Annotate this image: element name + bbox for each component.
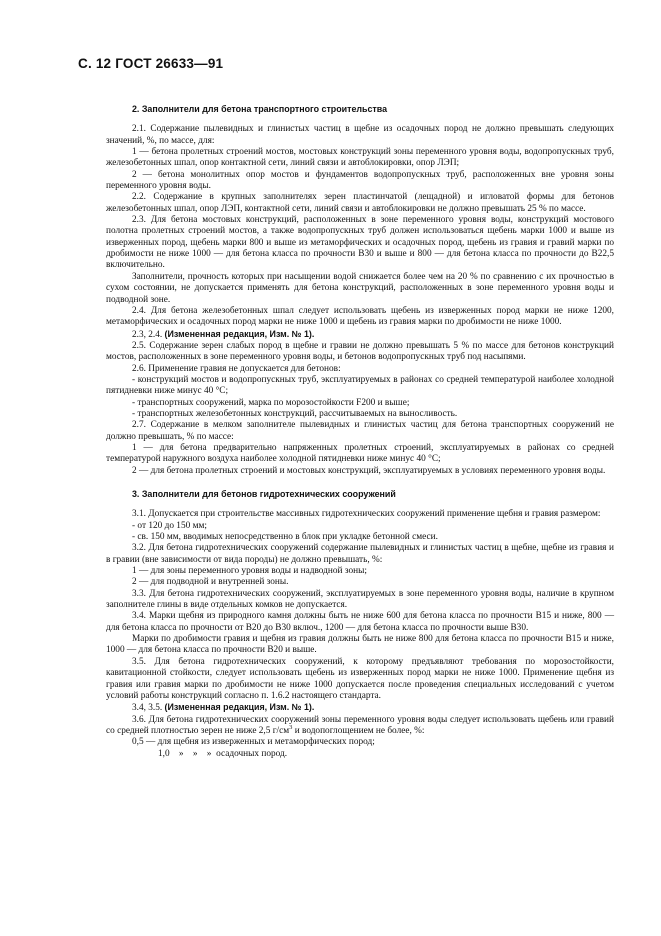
paragraph-2-7-item-2: 2 — для бетона пролетных строений и мостовых конструкций, эксплуатируемых в условиях переменного уровня воды. bbox=[132, 465, 606, 476]
paragraph-2-1-item-2: 2 — бетона монолитных опор мостов и фундаментов водопропускных труб, расположенных вне уровня зоны переменного уровня воды. bbox=[106, 169, 614, 192]
paragraph-3-6-start: 3.6. Для бетона гидротехнических сооружений зоны переменного уровня воды следует использовать щебень или гравий со средней плотностью зерен не ниже 2,5 г/см bbox=[106, 714, 614, 736]
paragraph-2-7-item-1: 1 — для бетона предварительно напряженных пролетных строений, эксплуатируемых в районах со средней температурой наружного воздуха наиболее холодной пятидневки ниже минус 40 °С; bbox=[106, 442, 614, 465]
paragraph-2-3: 2.3. Для бетона мостовых конструкций, расположенных в зоне переменного уровня воды, конструкций мостового полотна пролетных строений мостов, а также водопропускных труб должен использоваться щебень марки 1000 и выше из изверженных пород, щебень марки 800 и выше из метаморфических и осадочных пород, щебень из гравия и гравий марки по дробимости не ниже 1000 — для бетона класса по прочности В30 и выше и 800 — для бетона класса по прочности до В22,5 включительно. bbox=[106, 215, 614, 271]
section-2-title: 2. Заполнители для бетона транспортного строительства bbox=[132, 104, 388, 114]
paragraph-3-6-item-2: 1,0 » » » осадочных пород. bbox=[158, 748, 288, 759]
paragraph-2-2: 2.2. Содержание в крупных заполнителях зерен пластинчатой (лещадной) и игловатой формы для бетонов железобетонных шпал, опор ЛЭП, контактной сети, линий связи и автоблокировки не должно превышать 25 % по массе. bbox=[106, 192, 614, 214]
paragraph-3-1: 3.1. Допускается при строительстве массивных гидротехнических сооружений применение щебня и гравия размером: bbox=[132, 509, 601, 520]
paragraph-3-6-item-1: 0,5 — для щебня из изверженных и метаморфических пород; bbox=[132, 737, 375, 748]
paragraph-2-5: 2.5. Содержание зерен слабых пород в щебне и гравии не должно превышать 5 % по массе для бетонов конструкций мостов, расположенных в зоне переменного уровня воды, и бетонов водопропускных труб под насыпями. bbox=[106, 340, 614, 363]
paragraph-2-7: 2.7. Содержание в мелком заполнителе пылевидных и глинистых частиц для бетона транспортных сооружений не должно превышать, % по массе: bbox=[106, 420, 614, 442]
paragraph-2-6-item-3: - транспортных железобетонных конструкций, рассчитываемых на выносливость. bbox=[132, 408, 458, 419]
paragraph-2-6-item-1: - конструкций мостов и водопропускных труб, эксплуатируемых в районах со средней температурой наиболее холодной пятидневки ниже минус 40 °С; bbox=[106, 374, 614, 397]
document-body bbox=[106, 94, 614, 760]
paragraph-3-2-item-2: 2 — для подводной и внутренней зоны. bbox=[132, 577, 289, 588]
paragraph-3-6 bbox=[106, 715, 614, 738]
paragraph-2-1-item-1: 1 — бетона пролетных строений мостов, мостовых конструкций зоны переменного уровня воды, водопропускных труб, железобетонных шпал, опор контактной сети, линий связи и автоблокировки, опор ЛЭП; bbox=[106, 147, 614, 169]
paragraph-2-3-continued: Заполнители, прочность которых при насыщении водой снижается более чем на 20 % по сравнению с их прочностью в сухом состоянии, не допускается применять для бетона конструкций, расположенных в зоне переменного уровня воды и подводной зоне. bbox=[106, 271, 614, 305]
amendment-note-2-3-2-4 bbox=[106, 329, 614, 341]
paragraph-3-1-item-1: - от 120 до 150 мм; bbox=[132, 520, 207, 531]
superscript-cube: 3 bbox=[289, 723, 293, 731]
amendment-label: (Измененная редакция, Изм. № 1). bbox=[164, 328, 315, 339]
paragraph-3-2-item-1: 1 — для зоны переменного уровня воды и надводной зоны; bbox=[132, 566, 367, 577]
section-3-title: 3. Заполнители для бетонов гидротехнических сооружений bbox=[132, 489, 396, 499]
page-header: С. 12 ГОСТ 26633—91 bbox=[78, 56, 224, 71]
paragraph-3-4-continued: Марки по дробимости гравия и щебня из гравия должны быть не ниже 800 для бетона класса по прочности В15 и ниже, 1000 — для бетона класса по прочности В20 и выше. bbox=[106, 634, 614, 656]
paragraph-3-4: 3.4. Марки щебня из природного камня должны быть не ниже 600 для бетона класса по прочности В15 и ниже, 800 — для бетона класса по прочности от В20 до В30 включ., 1200 — для бетона класса по прочности выше В30. bbox=[106, 611, 614, 633]
paragraph-2-6-item-2: - транспортных сооружений, марка по морозостойкости F200 и выше; bbox=[132, 397, 410, 408]
paragraph-3-2: 3.2. Для бетона гидротехнических сооружений содержание пылевидных и глинистых частиц в щебне, щебне из гравия и в гравии (вне зависимости от вида породы) не должно превышать, %: bbox=[106, 543, 614, 565]
amendment-note-3-4-3-5 bbox=[106, 702, 614, 714]
amendment-clause-numbers: 2.3, 2.4. bbox=[132, 329, 163, 340]
paragraph-2-1: 2.1. Содержание пылевидных и глинистых частиц в щебне из осадочных пород не должно превышать следующих значений, %, по массе, для: bbox=[106, 124, 614, 146]
paragraph-3-1-item-2: - св. 150 мм, вводимых непосредственно в блок при укладке бетонной смеси. bbox=[132, 532, 438, 543]
amendment-clause-numbers: 3.4, 3.5. bbox=[132, 703, 163, 714]
paragraph-2-4: 2.4. Для бетона железобетонных шпал следует использовать щебень из изверженных пород марки не ниже 1200, метаморфических и осадочных пород марки не ниже 1000 и щебень из гравия марки по дробимости не ниже 1000. bbox=[106, 305, 614, 328]
paragraph-3-6-end: и водопоглощением не более, %: bbox=[292, 725, 425, 736]
paragraph-3-3: 3.3. Для бетона гидротехнических сооружений, эксплуатируемых в зоне переменного уровня воды, наличие в крупном заполнителе глины в виде отдельных комков не допускается. bbox=[106, 588, 614, 611]
paragraph-2-6: 2.6. Применение гравия не допускается для бетонов: bbox=[132, 363, 341, 374]
amendment-label: (Измененная редакция, Изм. № 1). bbox=[164, 702, 315, 713]
paragraph-3-5: 3.5. Для бетона гидротехнических сооружений, к которому предъявляют требования по морозостойкости, кавитационной стойкости, следует использовать щебень из изверженных пород марки не ниже 1000. Применение щебня из гравия или гравия марки по дробимости не ниже 1000 допускается после проведения специальных исследований с учетом условий работы конструкций согласно п. 1.6.2 настоящего стандарта. bbox=[106, 656, 614, 701]
